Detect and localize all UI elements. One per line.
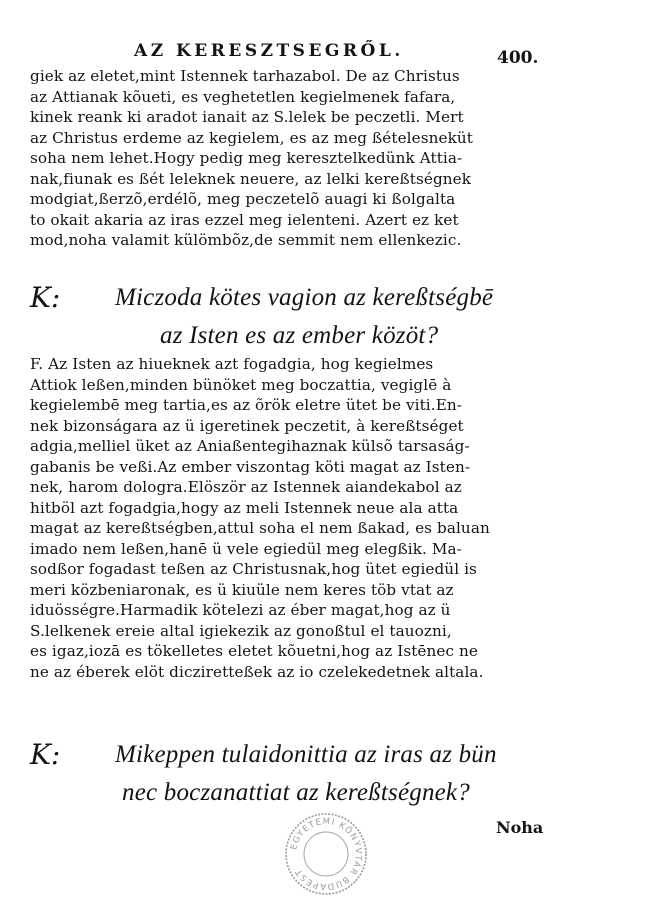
library-stamp bbox=[283, 811, 369, 897]
text-line: kegielembē meg tartia,es az õrök eletre ütet be viti.En- bbox=[30, 396, 462, 414]
text-line: nek bizonságara az ü igeretinek peczetit, à kereßtséget bbox=[30, 416, 464, 435]
text-line: iduösségre.Harmadik kötelezi az éber magat,hog az ü bbox=[30, 601, 451, 619]
text-line: adgia,melliel üket az Aniaßentegihaznak külsõ tarsaság- bbox=[30, 437, 470, 455]
text-line: F. Az Isten az hiueknek azt fogadgia, hog kegielmes bbox=[30, 355, 434, 373]
text-line: soha nem lehet.Hogy pedig meg keresztelkedünk Attia- bbox=[30, 149, 463, 167]
text-line: ne az éberek elöt dicziretteßek az io czelekedetnek altala. bbox=[30, 662, 484, 681]
question-line: nec boczanattiat az kereßtségnek? bbox=[122, 779, 470, 806]
text-line: sodßor fogadast teßen az Christusnak,hog ütet egiedül is bbox=[30, 560, 477, 578]
text-line: nak,fiunak es ßét leleknek neuere, az lelki kereßtségnek bbox=[30, 169, 472, 188]
question-marker: K: bbox=[30, 281, 61, 314]
text-line: Attiok leßen,minden bünöket meg boczattia, vegiglē à bbox=[30, 375, 452, 394]
text-line: gabanis be veßi.Az ember viszontag köti magat az Isten- bbox=[30, 457, 471, 476]
text-line: imado nem leßen,hanē ü vele egiedül meg elegßik. Ma- bbox=[30, 539, 462, 558]
text-line: az Christus erdeme az kegielem, es az meg ßételesneküt bbox=[30, 128, 473, 147]
text-line: S.lelkenek ereie altal igiekezik az gonoßtul el tauozni, bbox=[30, 621, 452, 640]
text-line: modgiat,ßerzõ,erdélõ, meg peczetelõ auagi ki ßolgalta bbox=[30, 190, 456, 208]
text-line: magat az kereßtségben,attul soha el nem ßakad, es baluan bbox=[30, 519, 490, 537]
text-line: nek, harom dologra.Elöször az Istennek aiandekabol az bbox=[30, 478, 462, 496]
text-line: meri közbeniaronak, es ü kiuüle nem keres töb vtat az bbox=[30, 580, 454, 599]
running-head: AZ KERESZTSEGRŐL. bbox=[134, 41, 404, 61]
question-line: az Isten es az ember közöt? bbox=[160, 322, 439, 349]
text-line: to okait akaria az iras ezzel meg ielenteni. Azert ez ket bbox=[30, 210, 459, 229]
question-marker: K: bbox=[30, 738, 61, 771]
question-line: Mikeppen tulaidonittia az iras az bün bbox=[115, 741, 497, 768]
text-line: es igaz,iozā es tökelletes eletet kõuetni,hog az Istēnec ne bbox=[30, 642, 478, 660]
text-line: kinek reank ki aradot ianait az S.lelek be peczetli. Mert bbox=[30, 108, 464, 126]
page-number: 400. bbox=[497, 48, 539, 68]
paragraph-2 bbox=[30, 354, 610, 682]
paragraph-1 bbox=[30, 66, 610, 251]
text-line: mod,noha valamit külömbõz,de semmit nem ellenkezic. bbox=[30, 231, 462, 249]
library-stamp-seal bbox=[283, 811, 369, 897]
svg-text:EGYETEMI KÖNYVTÁR BUDAPEST: EGYETEMI KÖNYVTÁR BUDAPEST bbox=[289, 816, 364, 892]
text-line: hitböl azt fogadgia,hogy az meli Istennek neue ala atta bbox=[30, 498, 459, 517]
catchword: Noha bbox=[496, 818, 544, 837]
question-line: Miczoda kötes vagion az kereßtségbē bbox=[115, 284, 494, 311]
text-line: az Attianak kõueti, es veghetetlen kegielmenek fafara, bbox=[30, 87, 456, 106]
text-line: giek az eletet,mint Istennek tarhazabol. De az Christus bbox=[30, 67, 460, 85]
